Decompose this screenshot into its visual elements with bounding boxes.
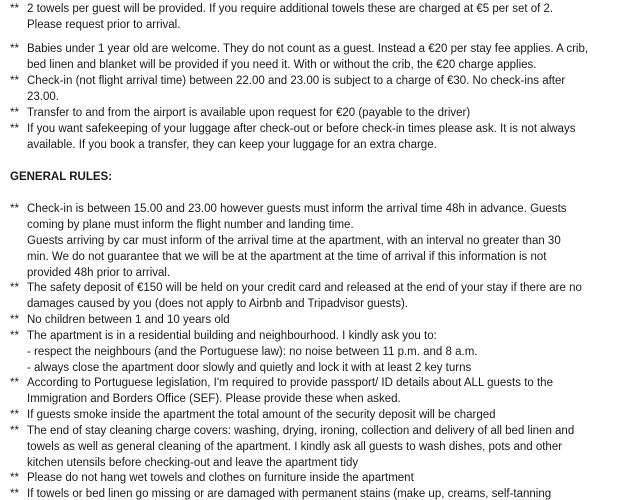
list-item bbox=[10, 42, 610, 74]
list-item-line: min. We do not guarantee that we will be at the apartment at the time of arrival if this information is not bbox=[27, 251, 547, 263]
list-item-line: The safety deposit of €150 will be held on your credit card and released at the end of your stay if there are no bbox=[27, 282, 582, 294]
list-item-line: If towels or bed linen go missing or are damaged with permanent stains (make up, creams, self-tanning bbox=[27, 488, 552, 500]
list-item-line: Check-in is between 15.00 and 23.00 however guests must inform the arrival time 48h in advance. Guests bbox=[27, 203, 567, 215]
bullet-marker: ** bbox=[10, 377, 19, 389]
list-item bbox=[10, 74, 610, 106]
list-item bbox=[10, 487, 610, 500]
list-item-line: - respect the neighbours (and the Portuguese law): no noise between 11 p.m. and 8 a.m. bbox=[27, 346, 478, 358]
list-item-line: Please request prior to arrival. bbox=[27, 19, 181, 31]
bullet-marker: ** bbox=[10, 75, 19, 87]
bullet-marker: ** bbox=[10, 282, 19, 294]
list-item-line: Please do not hang wet towels and clothes on furniture inside the apartment bbox=[27, 472, 414, 484]
list-item bbox=[10, 106, 610, 122]
list-item bbox=[10, 281, 610, 313]
list-item bbox=[10, 376, 610, 408]
list-item-line: damages caused by you (does not apply to Airbnb and Tripadvisor guests). bbox=[27, 298, 409, 310]
section-heading: GENERAL RULES: bbox=[10, 171, 113, 183]
list-item-line: If guests smoke inside the apartment the total amount of the security deposit will be charged bbox=[27, 409, 496, 421]
list-item-line: 2 towels per guest will be provided. If you require additional towels these are charged at €5 per set of 2. bbox=[27, 3, 554, 15]
bullet-marker: ** bbox=[10, 203, 19, 215]
bullet-marker: ** bbox=[10, 123, 19, 135]
list-item-line: The end of stay cleaning charge covers: washing, drying, ironing, collection and delivery of all bed linen and bbox=[27, 425, 575, 437]
list-item-line: - always close the apartment door slowly and quietly and lock it with at least 2 key turns bbox=[27, 362, 472, 374]
list-item-line: Transfer to and from the airport is available upon request for €20 (payable to the driver) bbox=[27, 107, 471, 119]
list-item-line: Immigration and Borders Office (SEF). Please provide these when asked. bbox=[27, 393, 401, 405]
list-item bbox=[10, 329, 610, 377]
bullet-marker: ** bbox=[10, 107, 19, 119]
list-item bbox=[10, 424, 610, 472]
list-item-line: Babies under 1 year old are welcome. They do not count as a guest. Instead a €20 per stay fee applies. A crib, bbox=[27, 43, 589, 55]
bullet-marker: ** bbox=[10, 472, 19, 484]
list-item-line: coming by plane must inform the flight number and landing time. bbox=[27, 219, 354, 231]
bullet-marker: ** bbox=[10, 330, 19, 342]
bullet-marker: ** bbox=[10, 409, 19, 421]
list-item-line: available. If you book a transfer, they can keep your luggage for an extra charge. bbox=[27, 139, 437, 151]
bullet-marker: ** bbox=[10, 3, 19, 15]
bullet-marker: ** bbox=[10, 425, 19, 437]
list-item-line: The apartment is in a residential building and neighbourhood. I kindly ask you to: bbox=[27, 330, 437, 342]
list-item bbox=[10, 313, 610, 329]
list-item-line: According to Portuguese legislation, I'm required to provide passport/ ID details about ALL guests to the bbox=[27, 377, 553, 389]
bullet-marker: ** bbox=[10, 314, 19, 326]
list-item-line: Check-in (not flight arrival time) between 22.00 and 23.00 is subject to a charge of €30. No check-ins after bbox=[27, 75, 566, 87]
list-item bbox=[10, 202, 610, 282]
list-item-line: If you want safekeeping of your luggage after check-out or before check-in times please ask. It is not always bbox=[27, 123, 576, 135]
list-item-line: towels as well as general cleaning of the apartment. I kindly ask all guests to wash dishes, pots and other bbox=[27, 441, 563, 453]
list-item bbox=[10, 122, 610, 154]
list-item-line: kitchen utensils before checking-out and leave the apartment tidy bbox=[27, 457, 359, 469]
list-item bbox=[10, 408, 610, 424]
list-item-line: provided 48h prior to arrival. bbox=[27, 267, 171, 279]
list-item bbox=[10, 2, 610, 34]
bullet-marker: ** bbox=[10, 43, 19, 55]
list-item-line: No children between 1 and 10 years old bbox=[27, 314, 230, 326]
list-item-line: bed linen and blanket will be provided if you need it. With or without the crib, the €20 charge applies. bbox=[27, 59, 537, 71]
list-item bbox=[10, 471, 610, 487]
list-item-line: Guests arriving by car must inform of the arrival time at the apartment, with an interval no greater than 30 bbox=[27, 235, 561, 247]
bullet-marker: ** bbox=[10, 488, 19, 500]
list-item-line: 23.00. bbox=[27, 91, 59, 103]
